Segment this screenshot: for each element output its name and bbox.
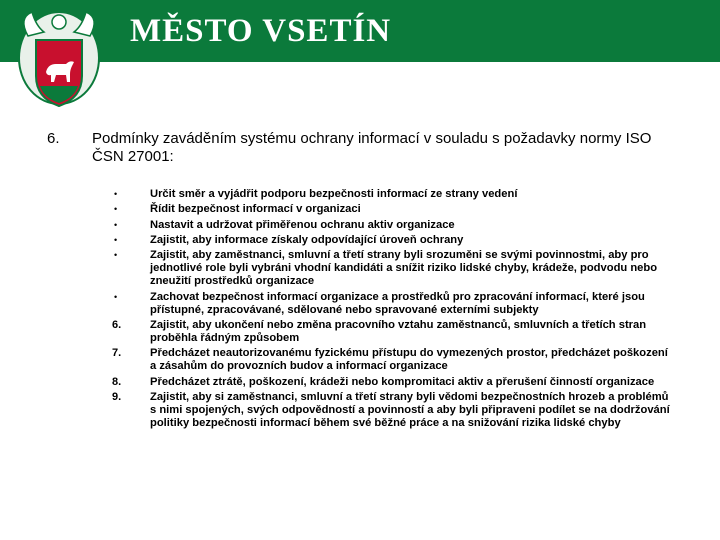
number-marker: 9. — [112, 391, 122, 403]
list-item — [104, 203, 674, 216]
list-item — [104, 219, 674, 232]
bullet-marker: • — [114, 234, 118, 245]
list-item-text: Zachovat bezpečnost informací organizace a prostředků pro zpracování informací, které jsou přístupné, zpracovávané, sdělované nebo spravované externími subjekty — [150, 290, 645, 316]
city-title: MĚSTO VSETÍN — [130, 13, 392, 49]
list-item — [104, 319, 674, 345]
bullet-marker: • — [114, 250, 118, 261]
list-item-text: Zajistit, aby informace získaly odpovídající úroveň ochrany — [150, 233, 464, 246]
list-item-text: Nastavit a udržovat přiměřenou ochranu aktiv organizace — [150, 218, 455, 231]
section-number: 6. — [47, 130, 60, 147]
header-bar — [0, 0, 720, 62]
number-marker: 6. — [112, 318, 122, 331]
list-item — [104, 376, 674, 389]
number-marker: 8. — [112, 375, 122, 388]
list-item-text: Určit směr a vyjádřit podporu bezpečnosti informací ze strany vedení — [150, 188, 518, 200]
requirements-list — [104, 188, 674, 432]
list-item — [104, 291, 674, 317]
city-coat-of-arms-icon — [14, 6, 104, 114]
list-item-text: Zajistit, aby si zaměstnanci, smluvní a třetí strany byli vědomi bezpečnostních hrozeb a problémů s nimi spojených, svých odpovědností a povinností a aby byli připraveni podílet se na dodržování politiky bezpečnosti informací během své běžné práce a na snižování rizika lidské chyby — [150, 391, 670, 430]
list-item-text: Zajistit, aby ukončení nebo změna pracovního vztahu zaměstnanců, smluvních a třetích stran proběhla řádným způsobem — [150, 318, 647, 345]
list-item-text: Předcházet neautorizovanému fyzickému přístupu do vymezených prostor, předcházet poškození a zásahům do provozních budov a informací organizace — [150, 347, 668, 373]
list-item-text: Zajistit, aby zaměstnanci, smluvní a třetí strany byli srozuměni se svými povinnostmi, aby pro jednotlivé role byli vybráni vhodní kandidáti a snížit riziko lidské chyby, krádeže, podvodu nebo zneužití prostředků organizace — [150, 249, 658, 288]
list-item-text: Předcházet ztrátě, poškození, krádeži nebo kompromitaci aktiv a přerušení činností organizace — [150, 375, 655, 388]
list-item — [104, 391, 674, 430]
list-item — [104, 249, 674, 288]
list-item — [104, 234, 674, 247]
list-item — [104, 347, 674, 373]
bullet-marker: • — [114, 219, 118, 230]
list-item — [104, 188, 674, 201]
bullet-marker: • — [114, 291, 118, 302]
bullet-marker: • — [114, 189, 118, 199]
number-marker: 7. — [112, 347, 122, 360]
list-item-text: Řídit bezpečnost informací v organizaci — [150, 203, 361, 216]
bullet-marker: • — [114, 204, 118, 215]
section-title: Podmínky zaváděním systému ochrany informací v souladu s požadavky normy ISO ČSN 27001: — [92, 130, 652, 165]
